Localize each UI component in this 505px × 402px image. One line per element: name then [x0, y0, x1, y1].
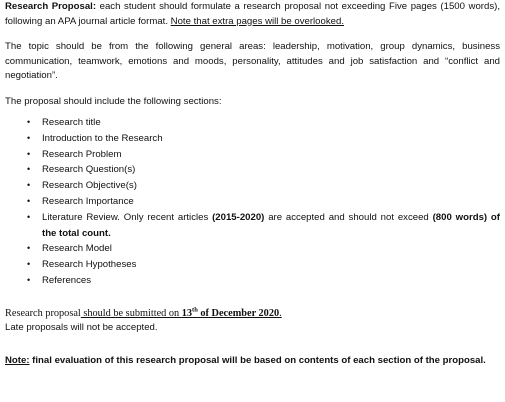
- document-page: [5, 0, 500, 368]
- submission-date-text: [81, 308, 282, 319]
- sections-list: [5, 115, 500, 289]
- list-item-label: Introduction to the Research: [42, 132, 163, 144]
- intro-colon: :: [92, 1, 97, 12]
- submission-day-suffix: th: [192, 306, 198, 314]
- bullet-icon: •: [27, 132, 31, 143]
- list-item: [5, 194, 500, 210]
- bullet-icon: •: [27, 180, 31, 191]
- note-text: final evaluation of this research proposal will be based on contents of each section of the proposal.: [29, 354, 486, 366]
- list-item-label: Research Problem: [42, 148, 122, 160]
- list-item-label: References: [42, 274, 92, 286]
- list-item-label: Research Hypotheses: [42, 259, 137, 271]
- list-item-label: Research Model: [42, 243, 112, 255]
- intro-paragraph: [5, 0, 500, 29]
- list-item: [5, 131, 500, 147]
- late-policy: Late proposals will not be accepted.: [5, 321, 158, 333]
- literature-years: (2015-2020): [212, 211, 265, 223]
- list-item: [5, 115, 500, 131]
- list-item-label: Research Objective(s): [42, 180, 137, 192]
- list-item: [5, 178, 500, 194]
- list-item-literature-review: [5, 210, 500, 242]
- bullet-icon: •: [27, 259, 31, 270]
- bullet-icon: •: [27, 117, 31, 127]
- note-paragraph: [5, 353, 500, 368]
- intro-text: each student should formulate a research proposal not exceeding Five pages (1500 words), following an APA journal article format.: [5, 1, 500, 27]
- submission-day: 13: [181, 307, 193, 319]
- extra-pages-notice: Note that extra pages will be overlooked.: [170, 15, 344, 27]
- list-item-label: Research Question(s): [42, 164, 136, 176]
- literature-text: Literature Review. Only recent articles: [42, 211, 213, 223]
- intro-heading: Research Proposal: [5, 1, 93, 12]
- list-item: [5, 257, 500, 273]
- bullet-icon: •: [27, 211, 31, 222]
- list-item: [5, 162, 500, 178]
- bullet-icon: •: [27, 164, 31, 175]
- literature-text-2: are accepted and should not exceed: [264, 211, 433, 223]
- bullet-icon: •: [27, 148, 31, 159]
- bullet-icon: •: [27, 274, 31, 285]
- bullet-icon: •: [27, 243, 31, 254]
- sections-lead: The proposal should include the following sections:: [5, 95, 222, 107]
- submission-date: of December 2020: [197, 307, 280, 319]
- list-item: [5, 241, 500, 257]
- topic-paragraph: The topic should be from the following general areas: leadership, motivation, group dynamics, business communication, teamwork, emotions and moods, personality, attitudes and job satisfaction and “conflict and negotiation”.: [5, 41, 500, 81]
- note-label: Note:: [5, 354, 30, 366]
- submission-period: .: [279, 307, 282, 319]
- list-item-label: Research title: [42, 117, 101, 128]
- list-item: [5, 147, 500, 163]
- list-item-label: Research Importance: [42, 195, 134, 207]
- submission-text: Research proposal: [5, 307, 81, 319]
- literature-word-limit: (800 words) of the total count.: [42, 211, 500, 239]
- bullet-icon: •: [27, 195, 31, 206]
- list-item: [5, 273, 500, 289]
- submission-deadline: [5, 307, 500, 321]
- submission-text-2: should be submitted on: [80, 307, 182, 319]
